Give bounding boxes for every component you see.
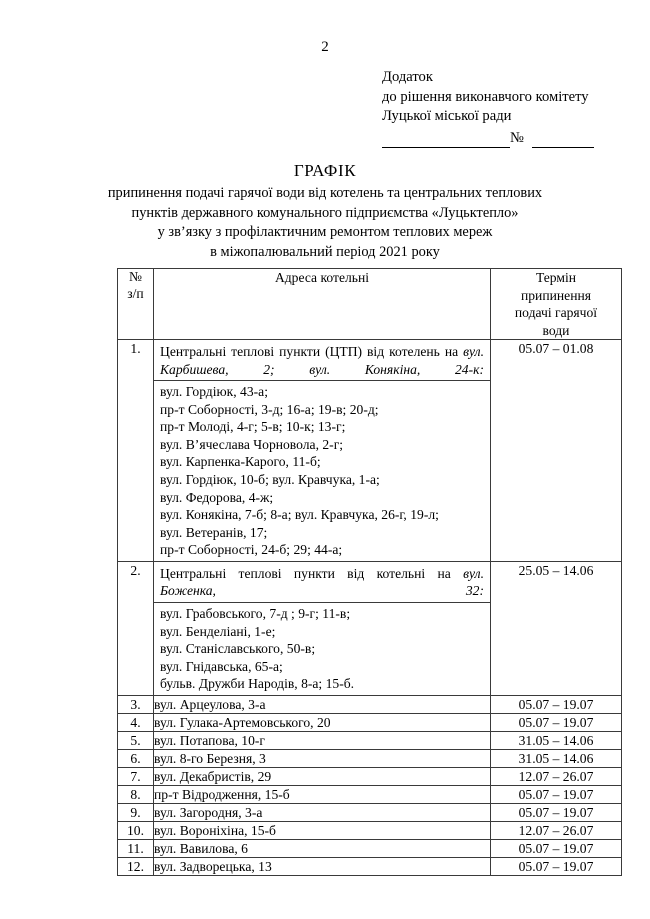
row-number: 10. <box>118 821 154 839</box>
page-number: 2 <box>321 39 329 55</box>
approval-signature-line <box>382 129 594 149</box>
table-row <box>118 767 622 785</box>
row-number: 5. <box>118 731 154 749</box>
list-item: вул. Карпенка-Карого, 11-б; <box>160 454 321 470</box>
list-item: бульв. Дружби Народів, 8-а; 15-б. <box>160 676 355 692</box>
address-group-heading <box>154 340 490 381</box>
address-group-heading-italic: вул. Боженка, 32: <box>160 565 484 599</box>
row-address: вул. Декабристів, 29 <box>154 767 491 785</box>
column-header-term-line4: води <box>542 322 570 338</box>
row-number: 6. <box>118 749 154 767</box>
approval-block <box>382 68 594 148</box>
table-row <box>118 731 622 749</box>
list-item: вул. Федорова, 4-ж; <box>160 489 274 505</box>
approval-line-1: Додаток <box>382 69 433 85</box>
page-title: ГРАФІК <box>293 161 357 180</box>
address-list <box>154 381 490 561</box>
column-header-number <box>118 269 154 340</box>
row-term: 05.07 – 19.07 <box>491 713 622 731</box>
list-item: пр-т Соборності, 24-б; 29; 44-а; <box>160 542 343 558</box>
list-item: вул. Гордіюк, 10-б; вул. Кравчука, 1-а; <box>160 471 380 487</box>
table-row <box>118 340 622 562</box>
row-term: 05.07 – 19.07 <box>491 803 622 821</box>
list-item: пр-т Соборності, 3-д; 16-а; 19-в; 20-д; <box>160 401 379 417</box>
title-block <box>60 160 590 262</box>
address-group-heading-plain: Центральні теплові пункти (ЦТП) від котелень на <box>160 344 464 359</box>
row-term: 31.05 – 14.06 <box>491 731 622 749</box>
list-item: вул. Конякіна, 7-б; 8-а; вул. Кравчука, 26-г, 19-л; <box>160 507 439 523</box>
table-row <box>118 695 622 713</box>
row-address: вул. Вавилова, 6 <box>154 839 491 857</box>
row-number: 2. <box>118 561 154 695</box>
table-row <box>118 803 622 821</box>
approval-line-2: до рішення виконавчого комітету <box>382 88 589 105</box>
subtitle-line-3: у зв’язку з профілактичним ремонтом теплових мереж <box>157 224 493 240</box>
list-item: вул. Гнідавська, 65-а; <box>160 658 283 674</box>
list-item: вул. В’ячеслава Чорновола, 2-г; <box>160 436 344 452</box>
row-term: 05.07 – 19.07 <box>491 785 622 803</box>
column-header-address: Адреса котельні <box>154 269 491 340</box>
subtitle-line-4: в міжопалювальний період 2021 року <box>210 243 440 260</box>
table-row <box>118 561 622 695</box>
column-header-term-line3: подачі гарячої <box>514 305 598 320</box>
table-row <box>118 749 622 767</box>
row-address: вул. 8-го Березня, 3 <box>154 749 491 767</box>
row-term: 12.07 – 26.07 <box>491 821 622 839</box>
list-item: вул. Бенделіані, 1-е; <box>160 623 276 639</box>
row-address: вул. Потапова, 10-г <box>154 731 491 749</box>
column-header-number-line1: № <box>129 269 142 284</box>
table-header-row <box>118 269 622 340</box>
subtitle-line-2: пунктів державного комунального підприємства «Луцьктепло» <box>131 204 519 221</box>
address-group-heading <box>154 562 490 603</box>
row-term: 05.07 – 01.08 <box>491 340 622 562</box>
row-number: 7. <box>118 767 154 785</box>
address-group-heading-plain: Центральні теплові пункти від котельні на <box>160 565 464 581</box>
row-term: 31.05 – 14.06 <box>491 749 622 767</box>
list-item: вул. Ветеранів, 17; <box>160 524 268 540</box>
row-number: 4. <box>118 713 154 731</box>
subtitle-line-1: припинення подачі гарячої води від котелень та центральних теплових <box>107 185 543 201</box>
date-blank-rule <box>382 134 510 148</box>
schedule-table <box>117 268 622 876</box>
row-number: 3. <box>118 695 154 713</box>
row-term: 05.07 – 19.07 <box>491 695 622 713</box>
table-body <box>118 340 622 876</box>
row-address: вул. Гулака-Артемовського, 20 <box>154 713 491 731</box>
row-term: 12.07 – 26.07 <box>491 767 622 785</box>
column-header-term <box>491 269 622 340</box>
row-address: пр-т Відродження, 15-б <box>154 785 491 803</box>
list-item: вул. Гордіюк, 43-а; <box>160 384 268 399</box>
table-row <box>118 857 622 875</box>
row-address: вул. Вороніхіна, 15-б <box>154 821 491 839</box>
address-group-heading-italic: вул. Карбишева, 2; вул. Конякіна, 24-к: <box>160 344 484 377</box>
column-header-number-line2: з/п <box>127 285 144 301</box>
row-number: 11. <box>118 839 154 857</box>
table-row <box>118 713 622 731</box>
row-number: 9. <box>118 803 154 821</box>
row-address: вул. Загородня, 3-а <box>154 803 491 821</box>
list-item: пр-т Молоді, 4-г; 5-в; 10-к; 13-г; <box>160 419 346 435</box>
row-address <box>154 561 491 695</box>
list-item: вул. Грабовського, 7-д ; 9-г; 11-в; <box>160 605 351 621</box>
row-address: вул. Арцеулова, 3-а <box>154 695 491 713</box>
row-term: 25.05 – 14.06 <box>491 561 622 695</box>
number-blank-rule <box>532 134 594 148</box>
row-number: 1. <box>118 340 154 562</box>
number-symbol: № <box>510 129 524 146</box>
row-term: 05.07 – 19.07 <box>491 857 622 875</box>
row-address: вул. Задворецька, 13 <box>154 857 491 875</box>
row-address <box>154 340 491 562</box>
list-item: вул. Станіславського, 50-в; <box>160 641 316 657</box>
row-number: 8. <box>118 785 154 803</box>
table-row <box>118 821 622 839</box>
column-header-term-line2: припинення <box>520 287 591 303</box>
table-row <box>118 785 622 803</box>
row-term: 05.07 – 19.07 <box>491 839 622 857</box>
column-header-term-line1: Термін <box>535 270 577 285</box>
address-list <box>154 603 490 695</box>
approval-line-3: Луцької міської ради <box>382 108 512 124</box>
row-number: 12. <box>118 857 154 875</box>
table-row <box>118 839 622 857</box>
